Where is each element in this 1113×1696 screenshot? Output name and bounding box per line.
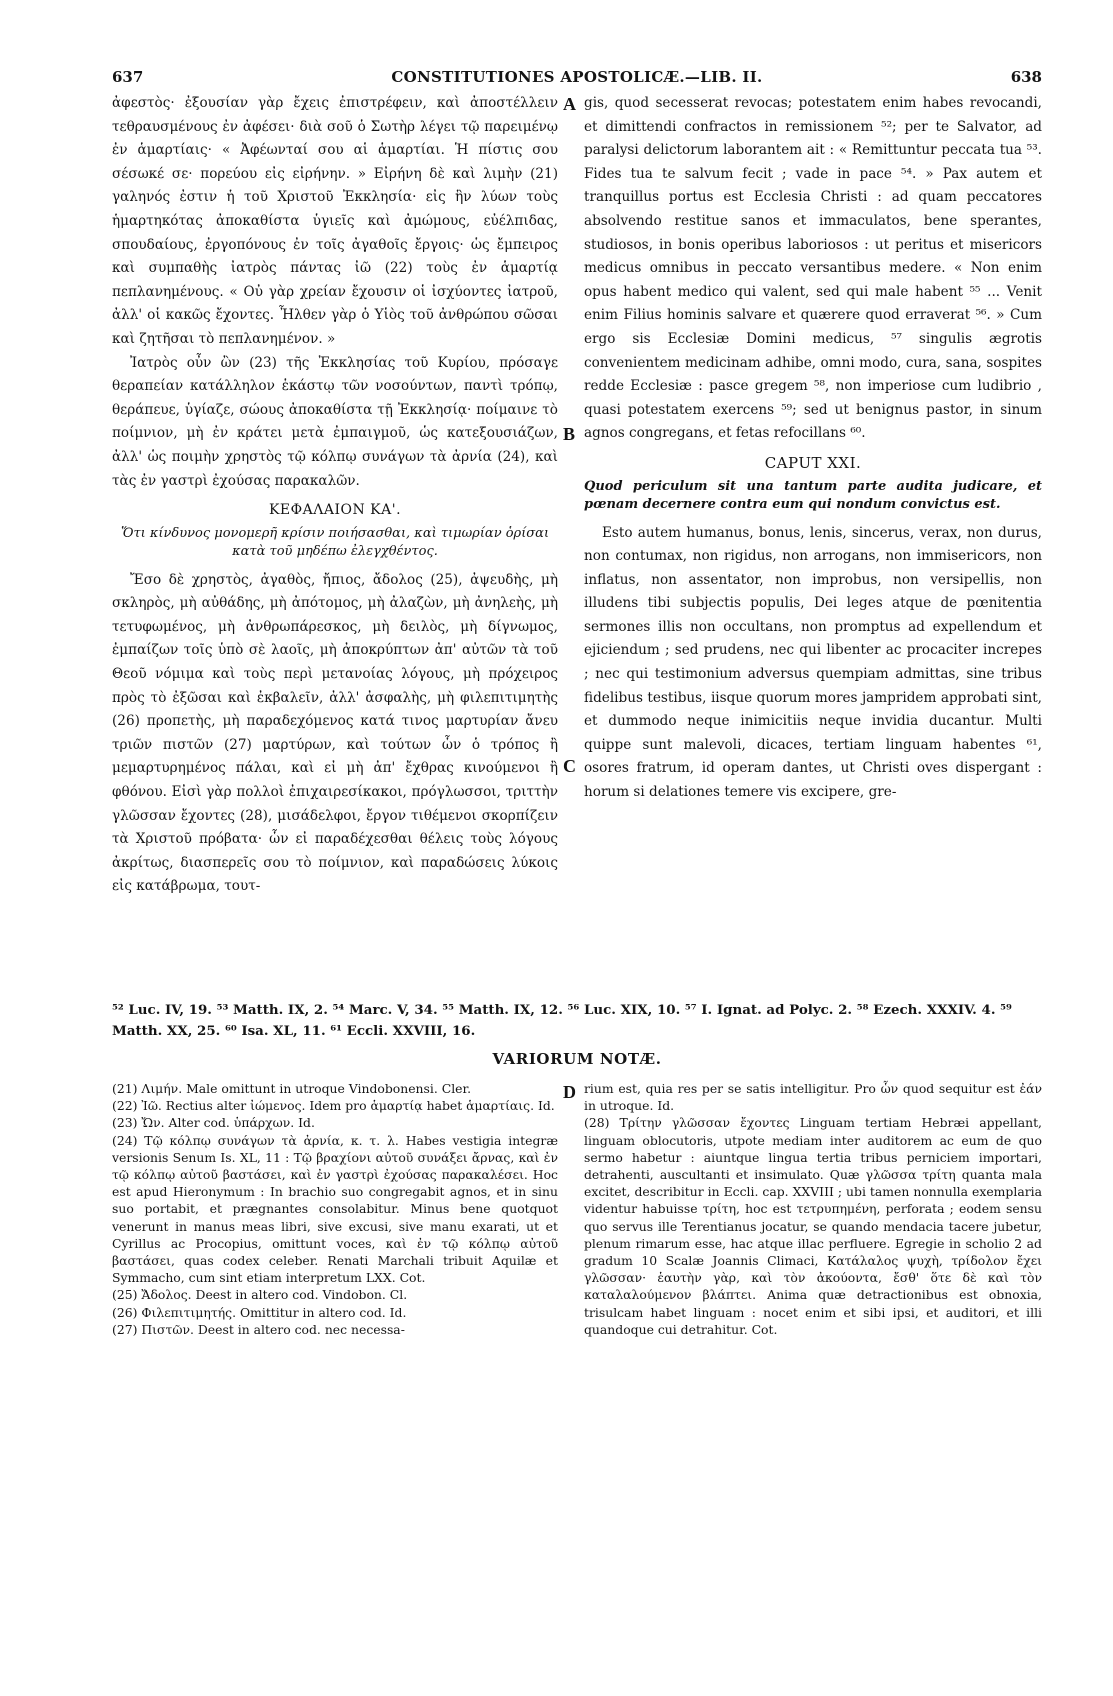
note-item: (22) Ἰῶ. Rectius alter ἰώμενος. Idem pro ἁμαρτίᾳ habet ἁμαρτίαις. Id. bbox=[112, 1098, 555, 1114]
note-item: (23) Ὤν. Alter cod. ὑπάρχων. Id. bbox=[112, 1115, 315, 1131]
notes-left-column bbox=[112, 1080, 558, 1640]
running-header bbox=[112, 68, 1042, 92]
margin-marker-c: C bbox=[563, 756, 576, 776]
notes-right-column bbox=[584, 1080, 1042, 1640]
margin-marker-a: A bbox=[563, 94, 576, 114]
greek-text-column bbox=[112, 92, 558, 992]
greek-paragraph-1: ἀφεστὸς· ἐξουσίαν γὰρ ἔχεις ἐπιστρέφειν, καὶ ἀποστέλλειν τεθραυσμένους ἐν ἀφέσει· διὰ σοῦ ὁ Σωτὴρ λέγει τῷ παρειμένῳ ἐν ἁμαρτίαις· « Ἀφέωνταί σου αἱ ἁμαρτίαι. Ἡ πίστις σου σέσωκέ σε· πορεύου εἰς εἰρήνην. » Εἰρήνη δὲ καὶ λιμὴν (21) γαληνός ἐστιν ἡ τοῦ Χριστοῦ Ἐκκλησία· εἰς ἣν λύων τοὺς ἡμαρτηκότας ἀποκαθίστα ὑγιεῖς καὶ ἀμώμους, εὐέλπιδας, σπουδαίους, ἐργοπόνους ἐν τοῖς ἀγαθοῖς ἔργοις· ὡς ἔμπειρος καὶ συμπαθὴς ἰατρὸς πάντας ἰῶ (22) τοὺς ἐν ἁμαρτίᾳ πεπλανημένους. « Οὐ γὰρ χρείαν ἔχουσιν οἱ ἰσχύοντες ἰατροῦ, ἀλλ' οἱ κακῶς ἔχοντες. Ἦλθεν γὰρ ὁ Υἱὸς τοῦ ἀνθρώπου σῶσαι καὶ ζητῆσαι τὸ πεπλανημένον. » bbox=[112, 95, 558, 347]
note-item: (26) Φιλεπιτιμητής. Omittitur in altero cod. Id. bbox=[112, 1304, 407, 1320]
latin-paragraph-1: gis, quod secesserat revocas; potestatem enim habes revocandi, et dimittendi confractos in remissionem ⁵²; per te Salvator, ad paralysi delictorum laborantem ait : « Remittuntur peccata tua ⁵³. Fides tua te salvum fecit ; vade in pace ⁵⁴. » Pax autem et tranquillus portus est Ecclesia Christi : ad quam peccatores absolvendo restitue sanos et immaculatos, bene sperantes, studiosos, in bonis operibus laboriosos : ut peritus et misericors medicus omnibus in peccato versantibus medere. « Non enim opus habent medico qui valent, sed qui male habent ⁵⁵ ... Venit enim Filius hominis salvare et quærere quod erraverat ⁵⁶. » Cum ergo sis Ecclesiæ Domini medicus, ⁵⁷ singulis ægrotis convenientem medicinam adhibe, omni modo, cura, sana, sospites redde Ecclesiæ : pasce gregem ⁵⁸, non imperiose cum ludibrio , quasi potestatem exercens ⁵⁹; sed ut benignus pastor, in sinum agnos congregans, et fetas refocillans ⁶⁰. bbox=[584, 95, 1042, 442]
greek-chapter-subtitle: Ὅτι κίνδυνος μονομερῆ κρίσιν ποιήσασθαι, καὶ τιμωρίαν ὁρίσαι κατὰ τοῦ μηδέπω ἐλεγχθέντος. bbox=[120, 525, 550, 559]
page-number-right: 638 bbox=[1010, 68, 1042, 86]
notes-heading: VARIORUM NOTÆ. bbox=[492, 1050, 662, 1068]
greek-paragraph-3: Ἔσο δὲ χρηστὸς, ἀγαθὸς, ἤπιος, ἄδολος (25), ἀψευδὴς, μὴ σκληρὸς, μὴ αὐθάδης, μὴ ἀπότομος, μὴ ἀλαζὼν, μὴ ἀνηλεὴς, μὴ τετυφωμένος, μὴ ἀνθρωπάρεσκος, μὴ δειλὸς, μὴ δίγνωμος, ἐμπαίζων τοῖς ὑπὸ σὲ λαοῖς, μὴ ἀποκρύπτων ἀπ' αὐτῶν τὰ τοῦ Θεοῦ νόμιμα καὶ τοὺς περὶ μετανοίας λόγους, μὴ πρόχειρος πρὸς τὸ ἐξῶσαι καὶ ἐκβαλεῖν, ἀλλ' ἀσφαλὴς, μὴ φιλεπιτιμητὴς (26) προπετὴς, μὴ παραδεχόμενος κατά τινος μαρτυρίαν ἄνευ τριῶν πιστῶν (27) μαρτύρων, καὶ τούτων ὧν ὁ τρόπος ἢ μεμαρτυρημένος πάλαι, καὶ εἰ μὴ ἀπ' ἔχθρας κινούμενοι ἢ φθόνου. Εἰσὶ γὰρ πολλοὶ ἐπιχαιρεσίκακοι, πρόγλωσσοι, τριττὴν γλῶσσαν ἔχοντες (28), μισάδελφοι, ἔργον τιθέμενοι σκορπίζειν τὰ Χριστοῦ πρόβατα· ὧν εἰ παραδέχεσθαι θέλεις τοὺς λόγους ἀκρίτως, διασπερεῖς σου τὸ ποίμνιον, καὶ παραδώσεις λύκοις εἰς κατάβρωμα, τουτ- bbox=[112, 571, 558, 895]
latin-chapter-subtitle: Quod periculum sit una tantum parte audita judicare, et pœnam decernere contra eum qui nondum convictus est. bbox=[584, 478, 1042, 512]
greek-chapter-title: ΚΕΦΑΛΑΙΟΝ ΚΑ'. bbox=[268, 502, 402, 519]
note-item: (27) Πιστῶν. Deest in altero cod. nec necessa- bbox=[112, 1321, 405, 1337]
greek-paragraph-2: Ἰατρὸς οὖν ὢν (23) τῆς Ἐκκλησίας τοῦ Κυρίου, πρόσαγε θεραπείαν κατάλληλον ἑκάστῳ τῶν νοσούντων, παντὶ τρόπῳ, θεράπευε, ὑγίαζε, σώους ἀποκαθίστα τῇ Ἐκκλησίᾳ· ποίμαινε τὸ ποίμνιον, μὴ ἐν κράτει μετὰ ἐμπαιγμοῦ, ὡς κατεξουσιάζων, ἀλλ' ὡς ποιμὴν χρηστὸς τῷ κόλπῳ συνάγων τὰ ἀρνία (24), καὶ τὰς ἐν γαστρὶ ἐχούσας παρακαλῶν. bbox=[112, 354, 558, 489]
note-item: (28) Τρίτην γλῶσσαν ἔχοντες Linguam tertiam Hebræi appellant, linguam oblocutoris, utpote mediam inter auditorem ac eum de quo sermo habetur : aiuntque lingua tertia tribus perniciem importari, detrahenti, auscultanti et insimulato. Quæ γλῶσσα τρίτη quanta mala excitet, describitur in Eccli. cap. XXVIII ; ubi tamen nonnulla exemplaria videntur habuisse τρίτη, hoc est τετρυπημένη, perforata ; eodem sensu quo servus ille Terentianus jocatur, se quando mendacia tacere jubetur, plenum rimarum esse, hac atque illac perfluere. Egregie in scholio 2 ad gradum 10 Scalæ Joannis Climaci, Κατάλαλος ψυχὴ, τρίδολον ἔχει γλῶσσαν· ἑαυτὴν γὰρ, καὶ τὸν ἀκούοντα, ἔσθ' ὅτε δὲ καὶ τὸν καταλαλούμενον βλάπτει. Anima quæ detractionibus est obnoxia, trisulcam habet linguam : nocet enim et sibi ipsi, et auditori, et illi quandoque cui detrahitur. Cot. bbox=[584, 1115, 1042, 1337]
running-title: CONSTITUTIONES APOSTOLICÆ.—LIB. II. bbox=[391, 68, 763, 86]
latin-chapter-title: CAPUT XXI. bbox=[764, 453, 862, 472]
note-item: (21) Λιμήν. Male omittunt in utroque Vindobonensi. Cler. bbox=[112, 1081, 472, 1096]
margin-marker-d: D bbox=[563, 1082, 576, 1102]
margin-marker-b: B bbox=[563, 424, 576, 444]
latin-text-column bbox=[584, 92, 1042, 992]
note-item: rium est, quia res per se satis intelligitur. Pro ὧν quod sequitur est ἐάν in utroque. Id. bbox=[584, 1081, 1042, 1114]
note-item: (25) Ἄδολος. Deest in altero cod. Vindobon. Cl. bbox=[112, 1287, 408, 1303]
note-item: (24) Τῷ κόλπῳ συνάγων τὰ ἀρνία, κ. τ. λ. Habes vestigia integræ versionis Senum Is. XL, 11 : Τῷ βραχίονι αὐτοῦ συνάξει ἄρνας, καὶ ἐν τῷ κόλπῳ αὐτοῦ βαστάσει, καὶ ἐν γαστρὶ ἐχούσας παρακαλέσει. Hoc est apud Hieronymum : In brachio suo congregabit agnos, et in sinu suo portabit, et prægnantes consolabitur. Minus bene quotquot venerunt in manus meas libri, sive excusi, sive manu exarati, ut et Cyrillus ac Procopius, omittunt voces, καὶ ἐν τῷ κόλπῳ αὐτοῦ βαστάσει, quas codex celeber. Renati Marchali tribuit Aquilæ et Symmacho, cum sint etiam interpretum LXX. Cot. bbox=[112, 1132, 558, 1286]
page-number-left: 637 bbox=[112, 68, 144, 86]
latin-paragraph-2: Esto autem humanus, bonus, lenis, sincerus, verax, non durus, non contumax, non rigidus, non arrogans, non immisericors, non inflatus, non assentator, non improbus, non versipellis, non illudens tibi subjectis populis, Dei leges atque de pœnitentia sermones illis non occultans, non promptus ad expellendum et ejiciendum ; sed prudens, nec qui libenter ac procaciter increpes ; nec qui testimonium adversus quempiam admittas, sine tribus fidelibus testibus, iisque quorum mores jampridem approbati sint, et dummodo neque inimicitiis neque invidia ducantur. Multi quippe sunt malevoli, dicaces, tertiam linguam habentes ⁶¹, osores fratrum, id operam dantes, ut Christi oves dispergant : horum si delationes temere vis excipere, gre- bbox=[584, 524, 1042, 801]
scripture-references: ⁵² Luc. IV, 19. ⁵³ Matth. IX, 2. ⁵⁴ Marc. V, 34. ⁵⁵ Matth. IX, 12. ⁵⁶ Luc. XIX, 10. ⁵⁷ I. Ignat. ad Polyc. 2. ⁵⁸ Ezech. XXXIV. 4. ⁵⁹ Matth. XX, 25. ⁶⁰ Isa. XL, 11. ⁶¹ Eccli. XXVIII, 16. bbox=[112, 1002, 1012, 1039]
